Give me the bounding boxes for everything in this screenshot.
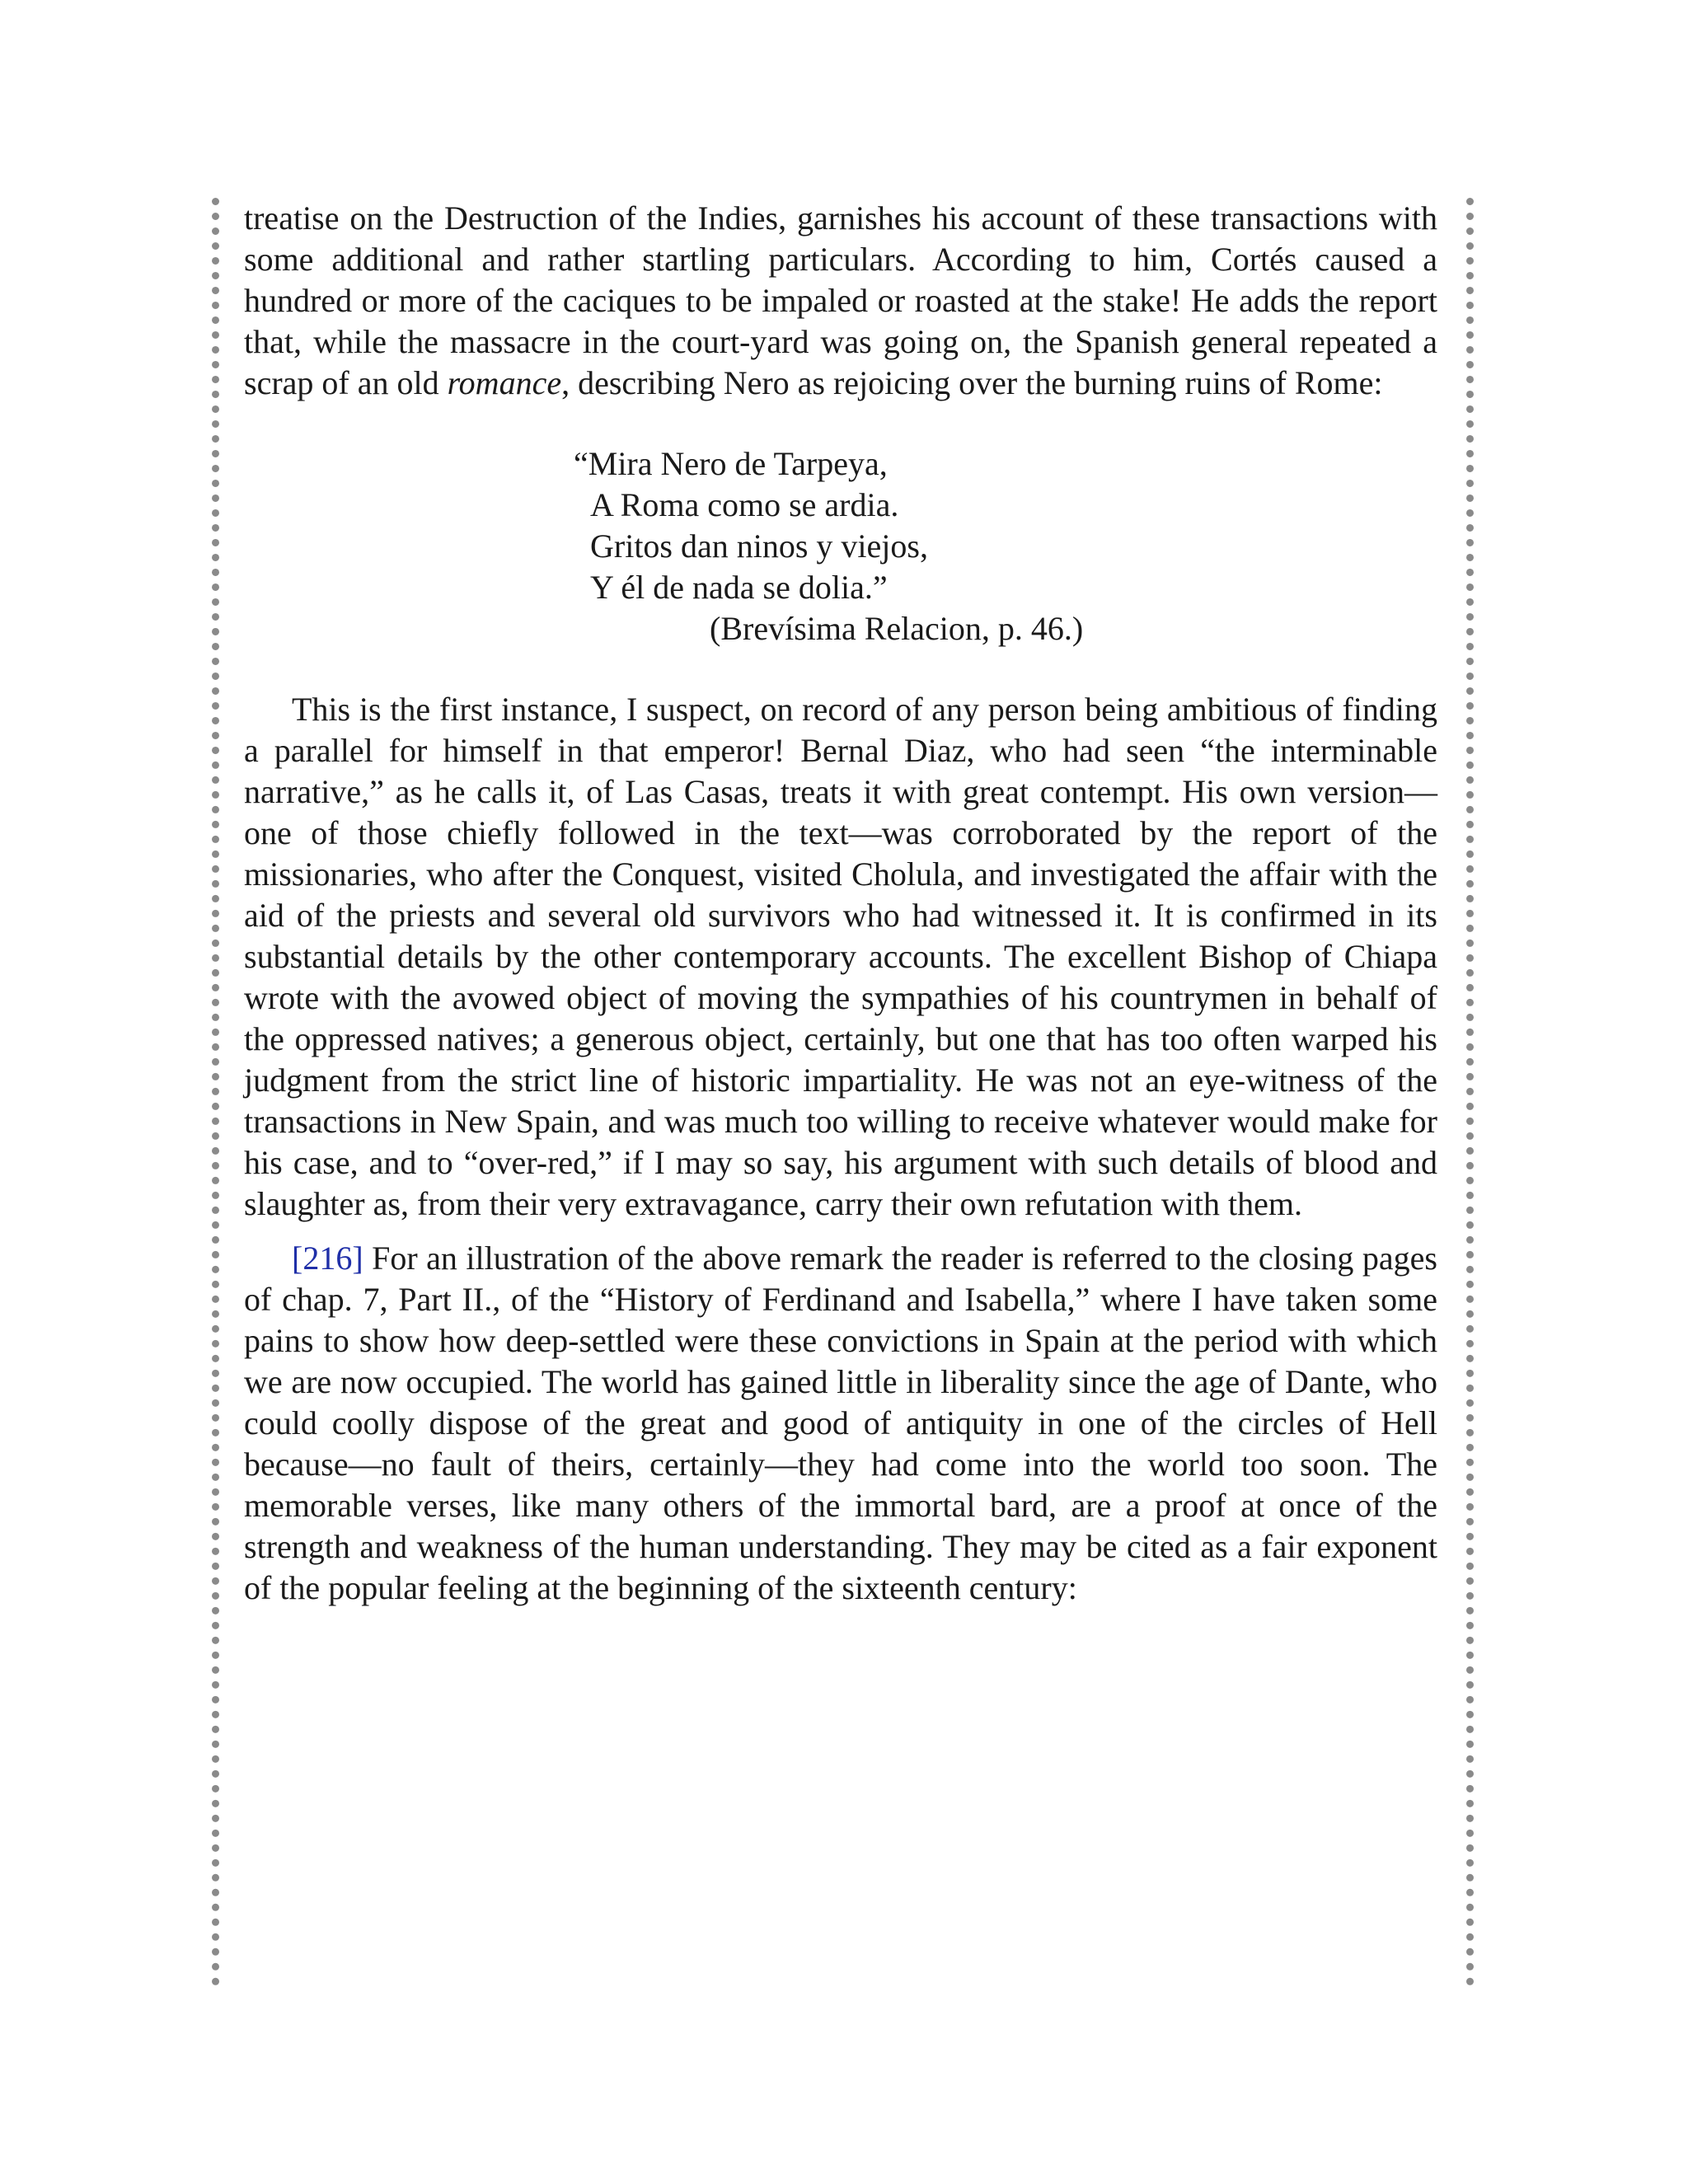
verse-citation: (Brevísima Relacion, p. 46.): [710, 610, 1084, 647]
verse-line: A Roma como se ardia.: [590, 486, 899, 523]
verse-line: “Mira Nero de Tarpeya,: [574, 445, 888, 482]
paragraph-continuation: [244, 198, 1437, 404]
verse-line: Gritos dan ninos y viejos,: [590, 527, 928, 565]
verse-quote: [244, 443, 1437, 649]
footnote-216-text: For an illustration of the above remark the reader is referred to the closing pages of chap. 7, Part II., of the “History of Ferdinand and Isabella,” where I have taken some pains to show how deep-settled were these convictions in Spain at the period with which we are now occupied. The world has gained little in liberality since the age of Dante, who could coolly dispose of the great and good of antiquity in one of the circles of Hell because—no fault of theirs, certainly—they had come into the world too soon. The memorable verses, like many others of the immortal bard, are a proof at once of the strength and weakness of the human understanding. They may be cited as a fair exponent of the popular feeling at the beginning of the sixteenth century:: [244, 1240, 1437, 1606]
footnote-ref-link[interactable]: [216]: [292, 1240, 363, 1277]
italic-romance: romance: [447, 364, 562, 401]
page-content: [244, 198, 1437, 1609]
footnote-216: [244, 1238, 1437, 1609]
paragraph-las-casas: This is the first instance, I suspect, on record of any person being ambitious of finding a parallel for himself in that emperor! Bernal Diaz, who had seen “the interminable narrative,” as he calls it, of Las Casas, treats it with great contempt. His own version—one of those chiefly followed in the text—was corroborated by the report of the missionaries, who after the Conquest, visited Cholula, and investigated the affair with the aid of the priests and several old survivors who had witnessed it. It is confirmed in its substantial details by the other contemporary accounts. The excellent Bishop of Chiapa wrote with the avowed object of moving the sympathies of his countrymen in behalf of the oppressed natives; a generous object, certainly, but one that has too often warped his judgment from the strict line of historic impartiality. He was not an eye-witness of the transactions in New Spain, and was much too willing to receive whatever would make for his case, and to “over-red,” if I may so say, his argument with such details of blood and slaughter as, from their very extravagance, carry their own refutation with them.: [244, 691, 1437, 1222]
verse-line: Y él de nada se dolia.”: [590, 569, 888, 606]
page-border-right: [1466, 198, 1474, 1986]
page-border-left: [212, 198, 219, 1986]
paragraph1-text-b: , describing Nero as rejoicing over the burning ruins of Rome:: [561, 364, 1383, 401]
paragraph1-text-a: treatise on the Destruction of the Indies, garnishes his account of these transactions with some additional and rather startling particulars. According to him, Cortés caused a hundred or more of the caciques to be impaled or roasted at the stake! He adds the report that, while the massacre in the court-yard was going on, the Spanish general repeated a scrap of an old: [244, 199, 1437, 401]
